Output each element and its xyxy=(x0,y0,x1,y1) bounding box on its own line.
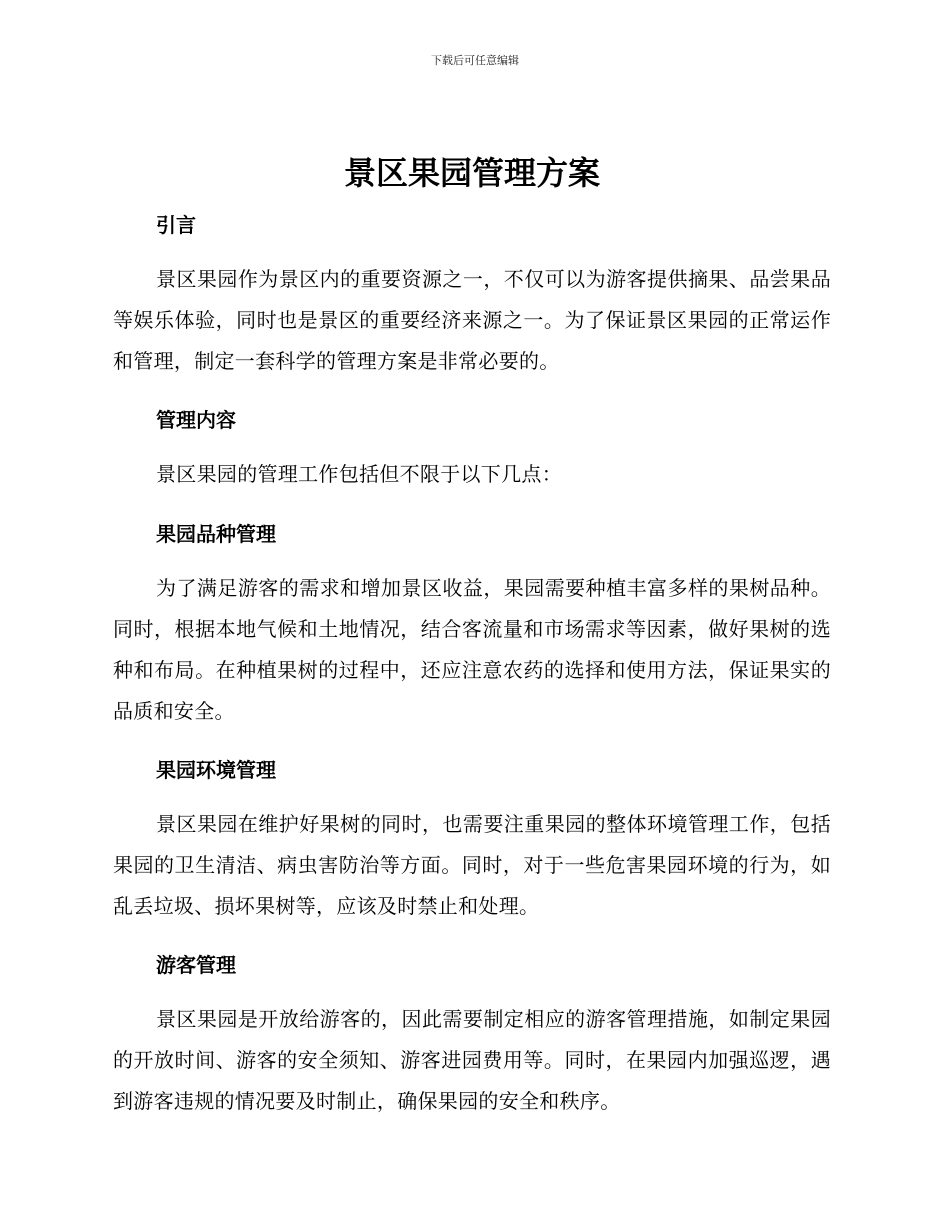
section-paragraph-visitor-management: 景区果园是开放给游客的，因此需要制定相应的游客管理措施，如制定果园的开放时间、游客的安全须知、游客进园费用等。同时，在果园内加强巡逻，遇到游客违规的情况要及时制止，确保果园的安全和秩序。 xyxy=(113,1007,831,1113)
section-paragraph-variety-management: 为了满足游客的需求和增加景区收益，果园需要种植丰富多样的果树品种。同时，根据本地气候和土地情况，结合客流量和市场需求等因素，做好果树的选种和布局。在种植果树的过程中，还应注意农药的选择和使用方法，保证果实的品质和安全。 xyxy=(113,576,831,723)
section-paragraph-management-content: 景区果园的管理工作包括但不限于以下几点： xyxy=(156,462,562,486)
section-heading-introduction: 引言 xyxy=(156,213,196,237)
document-body xyxy=(113,148,831,1122)
section-paragraph-introduction: 景区果园作为景区内的重要资源之一，不仅可以为游客提供摘果、品尝果品等娱乐体验，同时也是景区的重要经济来源之一。为了保证景区果园的正常运作和管理，制定一套科学的管理方案是非常必要的。 xyxy=(113,267,831,373)
section-heading-environment-management: 果园环境管理 xyxy=(156,758,276,782)
page-header-note: 下载后可任意编辑 xyxy=(431,54,519,67)
section-heading-management-content: 管理内容 xyxy=(156,408,236,432)
section-paragraph-environment-management: 景区果园在维护好果树的同时，也需要注重果园的整体环境管理工作，包括果园的卫生清洁、病虫害防治等方面。同时，对于一些危害果园环境的行为，如乱丢垃圾、损坏果树等，应该及时禁止和处理。 xyxy=(113,812,831,918)
document-title: 景区果园管理方案 xyxy=(343,154,600,192)
section-heading-visitor-management: 游客管理 xyxy=(156,953,236,977)
section-heading-variety-management: 果园品种管理 xyxy=(156,522,276,546)
